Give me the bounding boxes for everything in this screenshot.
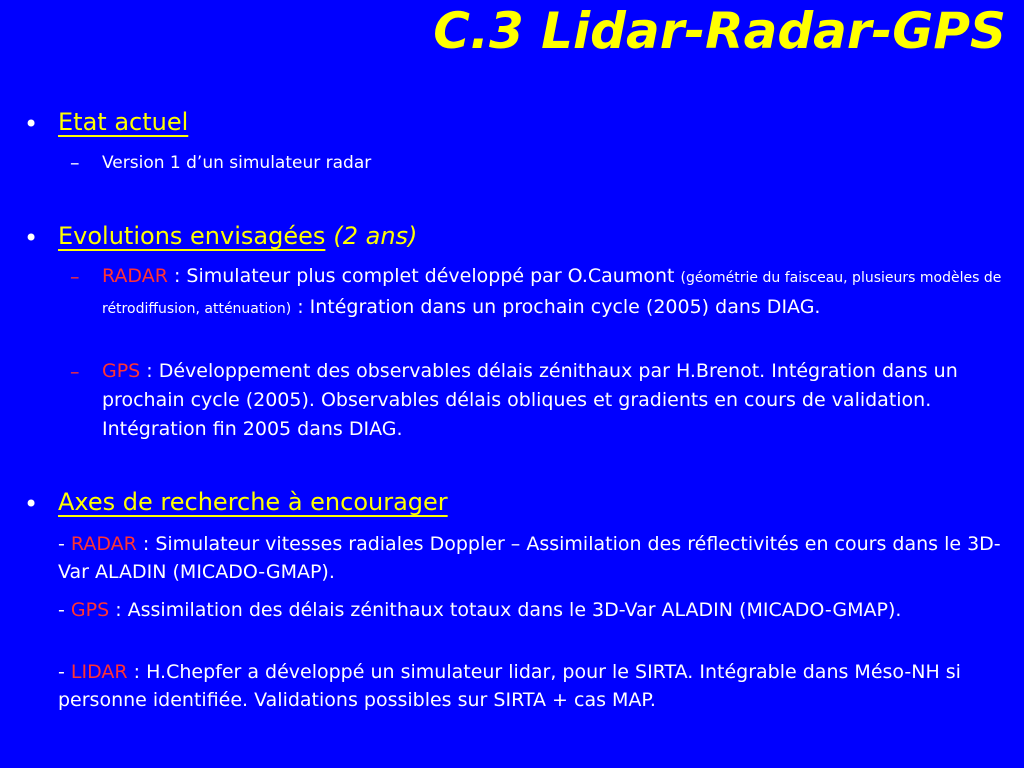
axes-lidar-keyword: LIDAR (70, 661, 128, 683)
heading-etat (58, 108, 188, 136)
item-version: Version 1 d’un simulateur radar (102, 153, 372, 173)
bullet-etat: • (24, 110, 39, 138)
axes-radar-prefix: - (58, 533, 71, 555)
bullet-axes: • (24, 490, 39, 518)
dash-version: – (70, 152, 80, 174)
keyword-gps: GPS (102, 360, 141, 382)
axes-radar-text: : Simulateur vitesses radiales Doppler – Assimilation des réflectivités en cours dans le 3D-Var ALADIN (MICADO-GMAP). (58, 533, 1001, 583)
evo-radar-text2: : Intégration dans un prochain cycle (2005) dans DIAG. (291, 296, 821, 318)
dash-evo-radar: – (70, 266, 80, 288)
heading-evolutions (58, 222, 417, 250)
heading-evolutions-text: Evolutions envisagées (58, 222, 326, 250)
axes-lidar-text: : H.Chepfer a développé un simulateur lidar, pour le SIRTA. Intégrable dans Méso-NH si personne identifiée. Validations possibles sur SIRTA + cas MAP. (58, 661, 961, 711)
evo-gps-text: : Développement des observables délais zénithaux par H.Brenot. Intégration dans un prochain cycle (2005). Observables délais obliques et gradients en cours de validation. Intégration fin 2005 dans DIAG. (102, 360, 958, 440)
axes-radar (58, 530, 1018, 586)
heading-axes-text: Axes de recherche à encourager (58, 488, 448, 516)
evo-radar-text1: : Simulateur plus complet développé par O.Caumont (167, 265, 681, 287)
item-evo-gps (102, 357, 1017, 444)
slide-title: C.3 Lidar-Radar-GPS (433, 2, 1006, 60)
axes-gps-text: : Assimilation des délais zénithaux totaux dans le 3D-Var ALADIN (MICADO-GMAP). (109, 599, 902, 621)
heading-etat-text: Etat actuel (58, 108, 189, 136)
axes-radar-keyword: RADAR (70, 533, 137, 555)
heading-evolutions-note: (2 ans) (333, 222, 418, 250)
axes-lidar-prefix: - (58, 661, 71, 683)
axes-gps-keyword: GPS (70, 599, 110, 621)
heading-axes (58, 488, 448, 516)
axes-gps-prefix: - (58, 599, 71, 621)
dash-evo-gps: – (70, 361, 80, 383)
keyword-radar: RADAR (102, 265, 168, 287)
bullet-evolutions: • (24, 224, 39, 252)
item-evo-radar (102, 262, 1017, 324)
evo-radar-small: (géométrie du faisceau, plusieurs modèles de rétrodiffusion, atténuation) (102, 270, 1002, 317)
axes-lidar (58, 658, 1018, 714)
axes-gps (58, 596, 1018, 624)
